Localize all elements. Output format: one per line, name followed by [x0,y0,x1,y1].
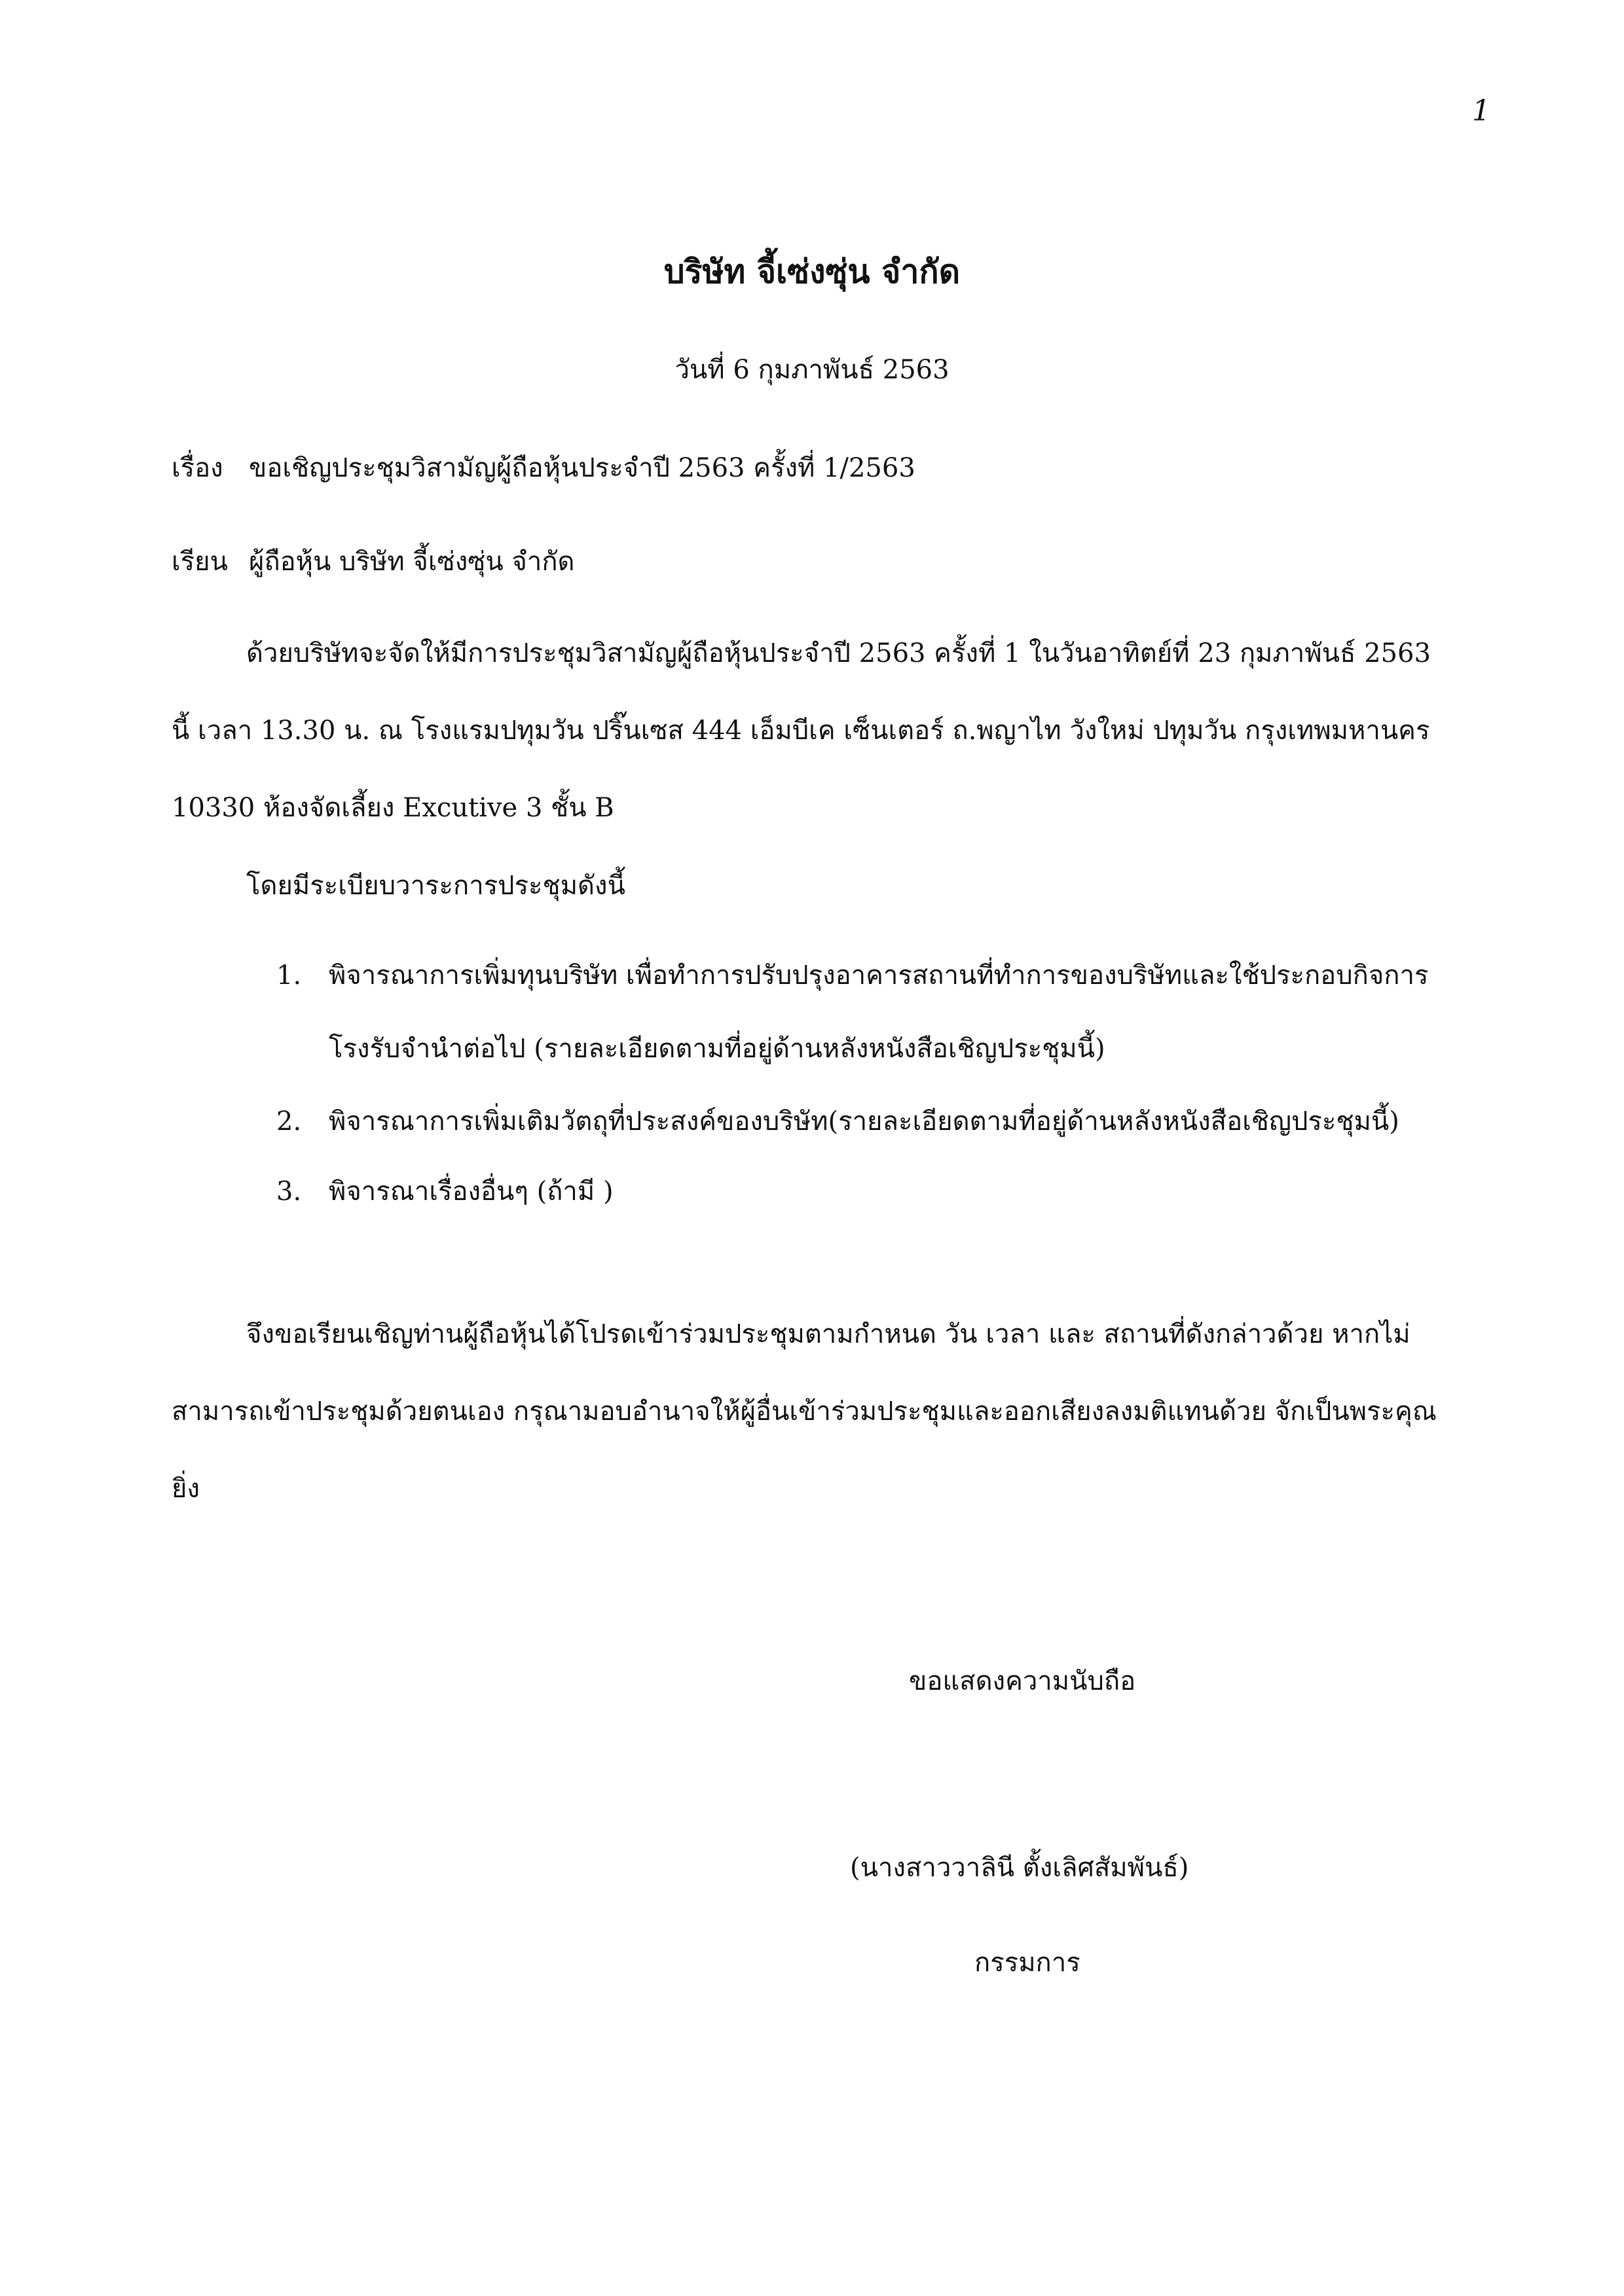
agenda-item [276,956,1468,1102]
agenda-item-number: 2. [276,1106,302,1137]
page-number-mark: 1 [1472,94,1490,128]
intro-paragraph [172,634,1455,866]
agenda-item [276,1172,1468,1245]
intro-line-1: ด้วยบริษัทจะจัดให้มีการประชุมวิสามัญผู้ถือหุ้นประจำปี 2563 ครั้งที่ 1 ในวันอาทิตย์ที่ 23 กุมภาพันธ์ 2563 [246,638,1431,668]
recipient-line [172,542,575,581]
recipient-label: เรียน [172,547,228,577]
closing-paragraph [172,1315,1455,1546]
intro-line-2: นี้ เวลา 13.30 น. ณ โรงแรมปทุมวัน ปริ๊นเซส 444 เอ็มบีเค เซ็นเตอร์ ถ.พญาไท วังใหม่ ปทุมวัน กรุงเทพมหานคร [172,716,1430,746]
letter-date: วันที่ 6 กุมภาพันธ์ 2563 [674,355,950,385]
agenda-item-number: 1. [276,960,302,991]
subject-text: ขอเชิญประชุมวิสามัญผู้ถือหุ้นประจำปี 2563 ครั้งที่ 1/2563 [249,453,915,483]
subject-line [172,448,915,488]
signer-name: (นางสาววาลินี ตั้งเลิศสัมพันธ์) [850,1853,1189,1883]
closing-line-2: สามารถเข้าประชุมด้วยตนเอง กรุณามอบอำนาจให้ผู้อื่นเข้าร่วมประชุมและออกเสียงลงมติแทนด้วย จักเป็นพระคุณ [172,1396,1437,1427]
recipient-text: ผู้ถือหุ้น บริษัท จี้เซ่งซุ่น จำกัด [249,547,575,577]
intro-line-3: 10330 ห้องจัดเลี้ยง Excutive 3 ชั้น B [172,793,614,823]
closing-line-1: จึงขอเรียนเชิญท่านผู้ถือหุ้นได้โปรดเข้าร่วมประชุมตามกำหนด วัน เวลา และ สถานที่ดังกล่าวด้วย หากไม่ [246,1319,1411,1349]
agenda-item-text-line-1: พิจารณาการเพิ่มทุนบริษัท เพื่อทำการปรับปรุงอาคารสถานที่ทำการของบริษัทและใช้ประกอบกิจการ [329,960,1429,991]
agenda-item-text-line-1: พิจารณาการเพิ่มเติมวัตถุที่ประสงค์ของบริษัท(รายละเอียดตามที่อยู่ด้านหลังหนังสือเชิญประชุมนี้) [329,1106,1399,1137]
subject-label: เรื่อง [172,453,223,483]
agenda-item-number: 3. [276,1176,302,1207]
signer-title: กรรมการ [974,1948,1080,1978]
agenda-item [276,1102,1468,1175]
closing-line-3: ยิ่ง [172,1474,200,1504]
closing-salutation: ขอแสดงความนับถือ [909,1666,1136,1696]
agenda-item-text-line-1: พิจารณาเรื่องอื่นๆ (ถ้ามี ) [329,1176,614,1207]
company-title: บริษัท จี้เซ่งซุ่น จำกัด [663,252,961,291]
agenda-intro: โดยมีระเบียบวาระการประชุมดังนี้ [246,871,625,901]
agenda-item-text-line-2: โรงรับจำนำต่อไป (รายละเอียดตามที่อยู่ด้านหลังหนังสือเชิญประชุมนี้) [329,1034,1105,1064]
